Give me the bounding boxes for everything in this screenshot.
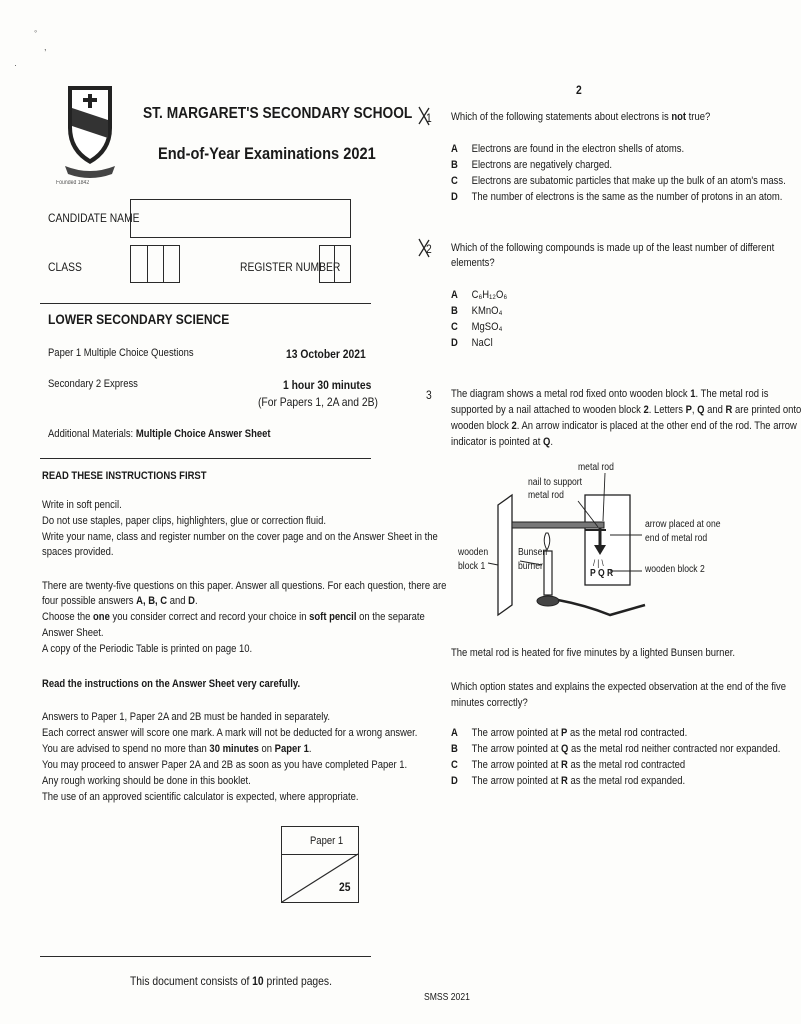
option-a: [451, 142, 786, 157]
question-text-heated: The metal rod is heated for five minutes by a lighted Bunsen burner.: [451, 647, 735, 659]
instruction-line: There are twenty-five questions on this paper. Answer all questions. For each question, there are: [42, 580, 447, 592]
option-d: [451, 190, 786, 205]
option-text-part: as the metal rod contracted: [567, 759, 686, 771]
paper-description: Paper 1 Multiple Choice Questions: [48, 347, 194, 359]
option-text: MgSO₄: [471, 321, 503, 333]
question-stem: [451, 387, 768, 402]
option-key: A: [451, 289, 458, 301]
option-key: B: [451, 159, 458, 171]
question-text: and: [704, 404, 726, 416]
option-text-part: The arrow pointed at: [471, 743, 562, 755]
question-bold: Q: [697, 404, 705, 416]
label-arrow-2: end of metal rod: [645, 533, 708, 544]
option-b: [451, 742, 780, 757]
question-text: true?: [686, 111, 711, 123]
instruction-line: Do not use staples, paper clips, highlighters, glue or correction fluid.: [42, 515, 326, 527]
option-text: C₆H₁₂O₆: [471, 289, 508, 301]
option-key: B: [451, 305, 458, 317]
question-text: wooden block: [451, 420, 512, 432]
question-number: 1: [426, 111, 432, 125]
option-key: C: [451, 759, 458, 771]
page-number: 2: [576, 83, 582, 97]
option-key: C: [451, 321, 458, 333]
question-text: .: [550, 436, 554, 448]
question-bold: 2: [511, 420, 517, 432]
school-name: ST. MARGARET'S SECONDARY SCHOOL: [143, 105, 413, 122]
materials-value: Multiple Choice Answer Sheet: [135, 428, 271, 440]
option-bold: R: [561, 759, 568, 771]
instruction-line: The use of an approved scientific calculator is expected, where appropriate.: [42, 791, 359, 803]
label-metal-rod: metal rod: [578, 462, 614, 473]
option-a: [451, 726, 780, 741]
level-text: Secondary 2 Express: [48, 378, 138, 390]
exam-title: End-of-Year Examinations 2021: [158, 144, 376, 163]
instruction-line: A copy of the Periodic Table is printed on page 10.: [42, 643, 253, 655]
footer-text: printed pages.: [263, 974, 332, 988]
duration-text: 1 hour 30 minutes: [283, 378, 372, 392]
option-b: [451, 158, 786, 173]
instruction-line: Each correct answer will score one mark. A mark will not be deducted for a wrong answer.: [42, 727, 418, 739]
instruction-line: Answers to Paper 1, Paper 2A and 2B must be handed in separately.: [42, 711, 331, 723]
instruction-text: and: [167, 595, 189, 607]
question-bold: R: [725, 404, 733, 416]
class-box[interactable]: [130, 245, 180, 283]
question-stem: Which of the following compounds is made up of the least number of different: [451, 242, 775, 254]
candidate-name-box[interactable]: [130, 199, 351, 238]
question-text: The diagram shows a metal rod fixed onto wooden block: [451, 388, 691, 400]
option-text: Electrons are subatomic particles that make up the bulk of an atom's mass.: [471, 175, 786, 187]
instruction-line: [42, 610, 425, 625]
instruction-text: .: [195, 595, 198, 607]
instruction-line: Write in soft pencil.: [42, 499, 122, 511]
question-stem: elements?: [451, 257, 495, 269]
exam-date: 13 October 2021: [286, 347, 366, 361]
option-text: The number of electrons is the same as the number of protons in an atom.: [471, 191, 783, 203]
label-nail-2: metal rod: [528, 490, 564, 501]
option-d: [451, 774, 780, 789]
school-crest-icon: [62, 80, 118, 190]
option-text: [472, 758, 686, 773]
question-bold: P: [685, 404, 692, 416]
scan-mark: ,: [44, 42, 47, 52]
option-text: [472, 774, 686, 789]
label-wooden-block-1b: block 1: [458, 561, 486, 572]
score-box: [281, 826, 359, 903]
instructions-heading: READ THESE INSTRUCTIONS FIRST: [42, 470, 207, 482]
instruction-line: Any rough working should be done in this booklet.: [42, 775, 251, 787]
score-label: Paper 1: [310, 835, 344, 847]
option-key: B: [451, 743, 458, 755]
divider: [40, 303, 371, 304]
founded-text: Founded 1842: [56, 180, 90, 186]
class-label: CLASS: [48, 260, 82, 274]
option-text: NaCl: [471, 337, 493, 349]
label-bunsen-2: burner: [518, 561, 543, 572]
register-number-box[interactable]: [319, 245, 351, 283]
option-text-part: as the metal rod contracted.: [567, 727, 688, 739]
option-b: [451, 304, 507, 319]
option-text-part: The arrow pointed at: [471, 775, 562, 787]
label-pqr: P Q R: [590, 568, 614, 579]
question-stem: [451, 403, 801, 418]
instruction-bold: 30 minutes: [209, 743, 259, 755]
option-bold: R: [561, 775, 568, 787]
q3-options: [451, 726, 780, 789]
question-text: indicator is pointed at: [451, 436, 544, 448]
question-stem: [451, 435, 553, 450]
instruction-line: spaces provided.: [42, 546, 114, 558]
question-bold: not: [671, 111, 687, 123]
instruction-text: .: [308, 743, 312, 755]
register-number-label: REGISTER NUMBER: [240, 260, 341, 274]
option-c: [451, 758, 780, 773]
option-text: Electrons are found in the electron shells of atoms.: [471, 143, 685, 155]
label-wooden-block-1a: wooden: [458, 547, 489, 558]
question-text: . An arrow indicator is placed at the other end of the rod. The arrow: [516, 420, 797, 432]
question-bold: 2: [643, 404, 649, 416]
footer-text: This document consists of: [130, 974, 253, 988]
question-text: ,: [691, 404, 698, 416]
option-text-part: The arrow pointed at: [471, 727, 562, 739]
option-text: KMnO₄: [471, 305, 503, 317]
question-bold: Q: [543, 436, 551, 448]
label-bunsen-1: Bunsen: [518, 547, 548, 558]
option-text: [472, 726, 688, 741]
instruction-line: Write your name, class and register number on the cover page and on the Answer Sheet in the: [42, 531, 438, 543]
materials-label: Additional Materials:: [48, 428, 134, 440]
question-text: supported by a nail attached to wooden block: [451, 404, 644, 416]
instruction-line: [42, 594, 198, 609]
option-key: C: [451, 175, 458, 187]
question-text: Which of the following statements about electrons is: [451, 111, 672, 123]
question-text: are printed onto: [732, 404, 801, 416]
instruction-text: on: [258, 743, 275, 755]
divider: [40, 458, 371, 459]
score-total: 25: [339, 880, 351, 894]
question-text-which: Which option states and explains the expected observation at the end of the five: [451, 681, 786, 693]
label-wooden-block-2: wooden block 2: [645, 564, 705, 575]
instruction-line: You may proceed to answer Paper 2A and 2B as soon as you have completed Paper 1.: [42, 759, 408, 771]
scan-mark: ·: [14, 60, 17, 70]
option-key: D: [451, 775, 458, 787]
option-c: [451, 174, 786, 189]
instruction-text: four possible answers: [42, 595, 137, 607]
question-text: . Letters: [648, 404, 686, 416]
divider: [40, 956, 371, 957]
page-count-footer: [130, 973, 332, 989]
label-arrow-1: arrow placed at one: [645, 519, 721, 530]
question-bold: 1: [690, 388, 696, 400]
candidate-name-label: CANDIDATE NAME: [48, 211, 140, 225]
instruction-line: Answer Sheet.: [42, 627, 104, 639]
instruction-bold: one: [93, 611, 110, 623]
option-c: [451, 320, 507, 335]
option-text: [472, 742, 781, 757]
instruction-bold: A, B, C: [136, 595, 168, 607]
instruction-bold: D: [188, 595, 196, 607]
question-stem: [451, 419, 797, 434]
instruction-text: you consider correct and record your choice in: [109, 611, 310, 623]
option-text: Electrons are negatively charged.: [471, 159, 613, 171]
option-key: A: [451, 727, 458, 739]
question-number: 2: [426, 242, 432, 256]
question-stem: [451, 110, 710, 125]
instruction-line: [42, 742, 311, 757]
instruction-text: You are advised to spend no more than: [42, 743, 210, 755]
instruction-bold: soft pencil: [309, 611, 357, 623]
option-bold: Q: [561, 743, 569, 755]
option-d: [451, 336, 507, 351]
materials-line: [48, 427, 271, 442]
duration-note: (For Papers 1, 2A and 2B): [258, 395, 378, 409]
question-text: . The metal rod is: [695, 388, 769, 400]
label-nail-1: nail to support: [528, 477, 583, 488]
q2-options: [451, 288, 507, 351]
instruction-text: Choose the: [42, 611, 94, 623]
instruction-bold: Paper 1: [274, 743, 309, 755]
q1-options: [451, 142, 786, 205]
option-text-part: as the metal rod neither contracted nor expanded.: [568, 743, 781, 755]
option-text-part: as the metal rod expanded.: [567, 775, 686, 787]
instruction-emphasis: Read the instructions on the Answer Sheet very carefully.: [42, 678, 301, 690]
option-key: D: [451, 191, 458, 203]
option-key: A: [451, 143, 458, 155]
option-a: [451, 288, 507, 303]
footer-bold: 10: [252, 974, 264, 988]
option-key: D: [451, 337, 458, 349]
page-footer: SMSS 2021: [424, 992, 470, 1003]
instruction-text: on the separate: [356, 611, 425, 623]
scan-mark: ◦: [34, 26, 38, 36]
question-text-which: minutes correctly?: [451, 697, 528, 709]
subject-title: LOWER SECONDARY SCIENCE: [48, 311, 230, 327]
question-number: 3: [426, 388, 432, 402]
option-bold: P: [561, 727, 568, 739]
label-tick-marks: / | \: [593, 558, 604, 568]
option-text-part: The arrow pointed at: [471, 759, 562, 771]
